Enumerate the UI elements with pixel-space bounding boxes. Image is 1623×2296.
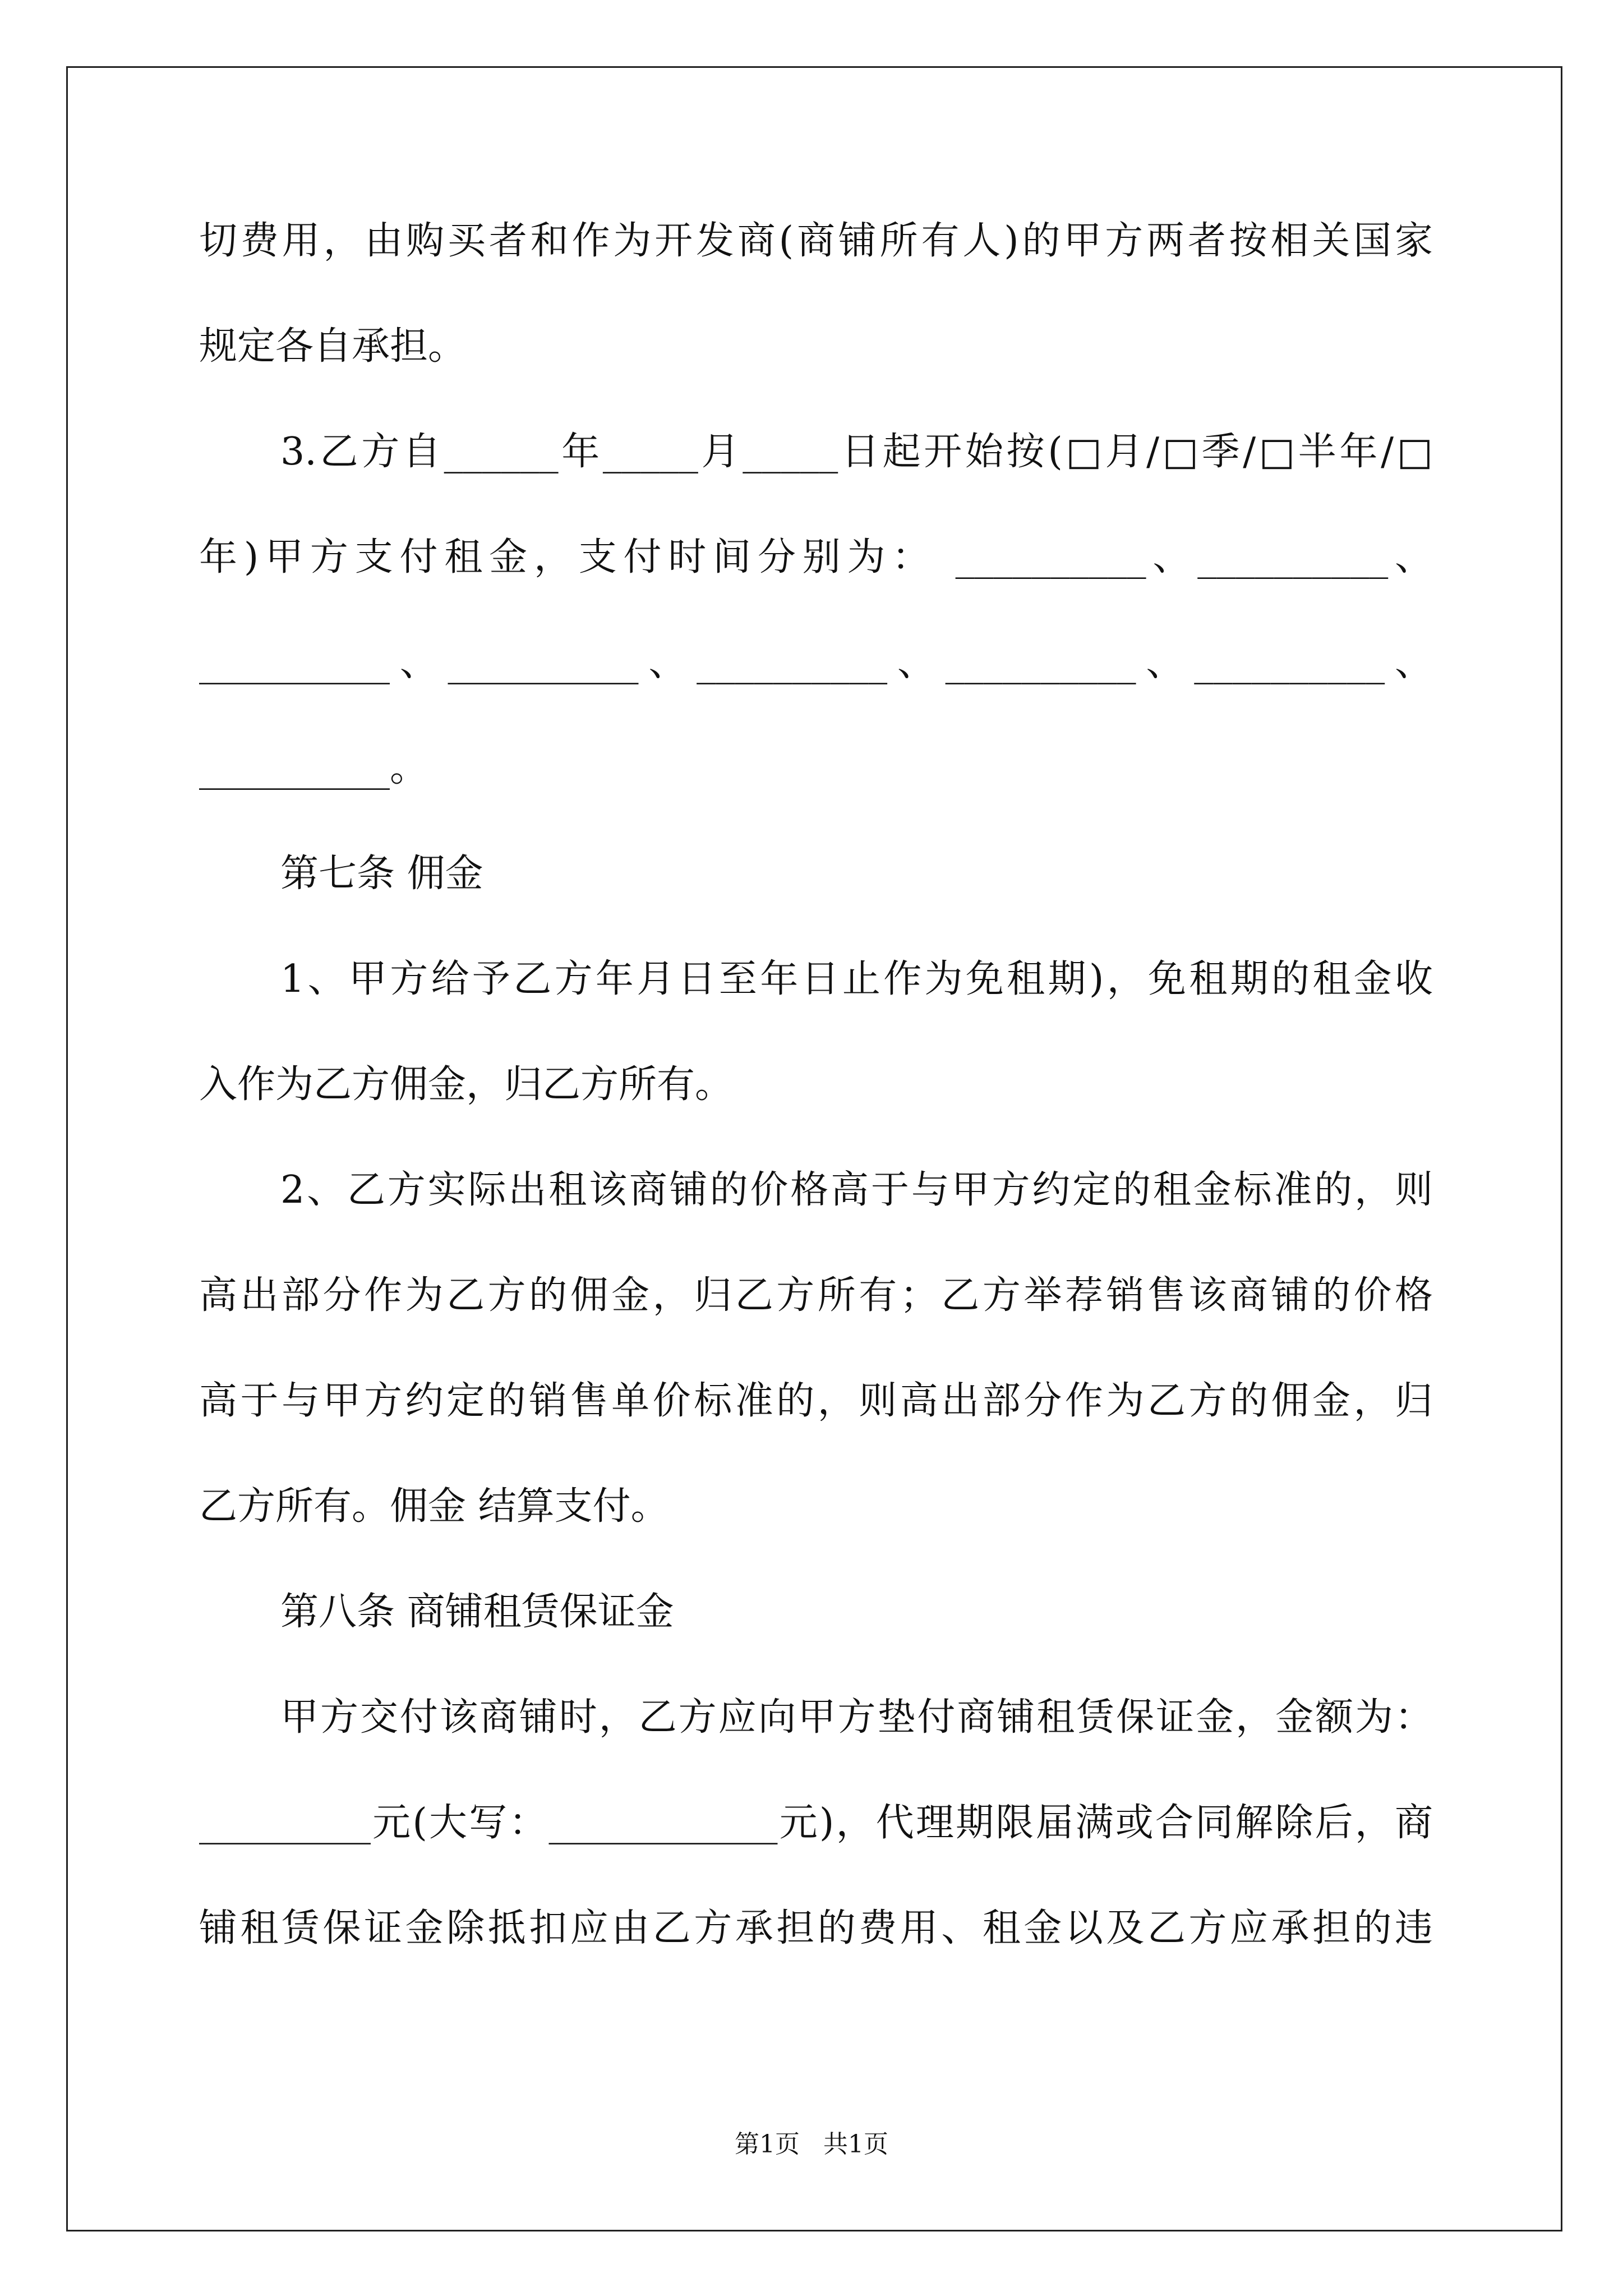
text-line-6: __________。: [199, 746, 428, 790]
text-line-12: 高于与甲方约定的销售单价标准的，则高出部分作为乙方的佣金，归: [199, 1379, 1433, 1423]
text-line-1: 切费用，由购买者和作为开发商(商铺所有人)的甲方两者按相关国家: [199, 219, 1433, 263]
text-line-11: 高出部分作为乙方的佣金，归乙方所有；乙方举荐销售该商铺的价格: [199, 1273, 1433, 1318]
text-line-10: 2、乙方实际出租该商铺的价格高于与甲方约定的租金标准的，则: [280, 1168, 1433, 1212]
text-line-4: 年)甲方支付租金，支付时间分别为： __________、__________、: [199, 535, 1433, 579]
text-line-13: 乙方所有。佣金 结算支付。: [199, 1484, 669, 1529]
section-heading-article-8: 第八条 商铺租赁保证金: [280, 1590, 674, 1634]
section-heading-article-7: 第七条 佣金: [280, 852, 483, 896]
text-line-16: _________元(大写：____________元)，代理期限届满或合同解除后，商: [199, 1801, 1433, 1845]
text-line-8: 1、甲方给予乙方年月日至年日止作为免租期)，免租期的租金收: [280, 957, 1433, 1001]
text-line-17: 铺租赁保证金除抵扣应由乙方承担的费用、租金以及乙方应承担的违: [199, 1906, 1433, 1950]
text-line-5: __________、__________、__________、__________、__________、: [199, 641, 1433, 685]
text-line-15: 甲方交付该商铺时，乙方应向甲方垫付商铺租赁保证金，金额为：: [280, 1695, 1433, 1740]
page-number-footer: 第1页 共1页: [735, 2130, 888, 2159]
text-line-3: 3.乙方自______年_____月_____日起开始按(□月/□季/□半年/□: [280, 430, 1433, 474]
text-line-2: 规定各自承担。: [199, 324, 467, 369]
text-line-9: 入作为乙方佣金，归乙方所有。: [199, 1062, 734, 1107]
